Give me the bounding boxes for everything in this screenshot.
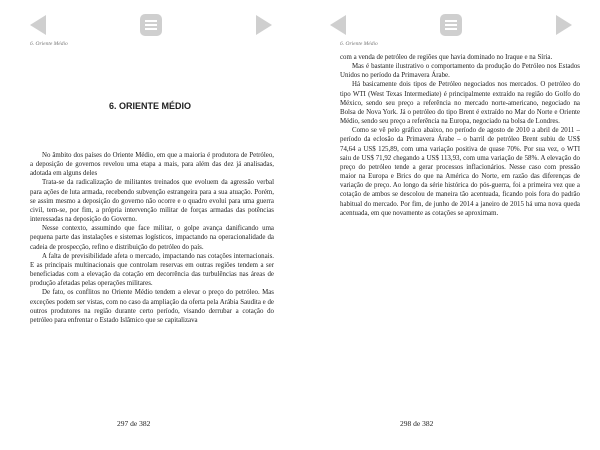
next-page-icon[interactable] [556, 15, 572, 35]
right-page [300, 0, 600, 450]
paragraph: Há basicamente dois tipos de Petróleo negociados nos mercados. O petróleo do tipo WTI (West Texas Intermediate) é principalmente extraído na região do Golfo do México, sendo seu preço a referência no mercado norte-americano, negociado na Bolsa de Nova York. Já o petróleo do tipo Brent é extraído no Mar do Norte e Oriente Médio, sendo seu preço a referência na Europa, negociado na bolsa de Londres. [340, 81, 580, 126]
running-head: 6. Oriente Médio [340, 41, 378, 47]
paragraph: De fato, os conflitos no Oriente Médio tendem a elevar o preço do petróleo. Mas exceções podem ser vistas, com no caso da ampliação da oferta pela Arábia Saudita e de outros produtores na região durante certo período, visando derrubar a cotação do petróleo para enfrentar o Estado Islâmico que se capitalizava [30, 289, 274, 324]
body-text [340, 53, 580, 218]
paragraph: Trata-se da radicalização de militantes treinados que evoluem da agressão verbal para ações de luta armada, recebendo subvenção estrangeira para a sua atuação. Porém, se assim mesmo a deposição do governo não ocorre e o quadro evolui para uma guerra civil, tem-se, por fim, a própria intervenção militar de forças armadas das potências interessadas na deposição do Governo. [30, 179, 274, 224]
body-text [30, 151, 274, 325]
previous-page-icon[interactable] [330, 15, 346, 35]
menu-icon-bar [445, 28, 457, 30]
page-number: 297 de 382 [117, 419, 151, 428]
menu-icon[interactable] [440, 14, 462, 36]
paragraph: Mas é bastante ilustrativo o comportamento da produção do Petróleo nos Estados Unidos no período da Primavera Árabe. [340, 63, 580, 80]
paragraph: com a venda de petróleo de regiões que havia dominado no Iraque e na Síria. [340, 54, 553, 61]
next-page-icon[interactable] [256, 15, 272, 35]
page-number: 298 de 382 [400, 419, 434, 428]
paragraph: No âmbito dos países do Oriente Médio, em que a maioria é produtora de Petróleo, a deposição de governos revelou uma etapa a mais, para além das dez já analisadas, adotada em alguns deles [30, 152, 274, 178]
menu-icon-bar [145, 24, 157, 26]
menu-icon-bar [445, 20, 457, 22]
menu-icon-bar [445, 24, 457, 26]
paragraph: A falta de previsibilidade afeta o mercado, impactando nas cotações internacionais. E as principais multinacionais que controlam reservas em outras regiões tendem a ser beneficiadas com a elevação da cotação em decorrência das turbulências nas áreas de produção afetadas pelas operações militares. [30, 252, 274, 288]
running-head: 6. Oriente Médio [30, 41, 68, 47]
paragraph: Como se vê pelo gráfico abaixo, no período de agosto de 2010 a abril de 2011 – período da eclosão da Primavera Árabe – o barril de petróleo Brent subiu de US$ 74,64 a US$ 125,89, com uma variação positiva de quase 70%. Por sua vez, o WTI saiu de US$ 71,92 chegando a US$ 113,93, com uma variação de 58%. A elevação do preço do petróleo tende a gerar processos inflacionários. Nesse caso com pressão maior na Europa e Brics do que na América do Norte, em razão das diferenças de variação de preço. Ao longo da série histórica do pós-guerra, foi a primeira vez que a cotação de ambos se descolou de maneira tão acentuada, ficando pois fora do padrão habitual do mercado. Por fim, de junho de 2014 a janeiro de 2015 há uma nova queda acentuada, em que novamente as cotações se aproximam. [340, 127, 580, 217]
menu-icon-bar [145, 28, 157, 30]
chapter-title: 6. ORIENTE MÉDIO [108, 101, 191, 111]
previous-page-icon[interactable] [30, 15, 46, 35]
menu-icon[interactable] [140, 14, 162, 36]
paragraph: Nesse contexto, assumindo que face militar, o golpe avança danificando uma pequena parte das instalações e sistemas logísticos, impactando na operacionalidade da cadeia de prospecção, refino e distribuição do petróleo do país. [30, 225, 274, 251]
menu-icon-bar [145, 20, 157, 22]
